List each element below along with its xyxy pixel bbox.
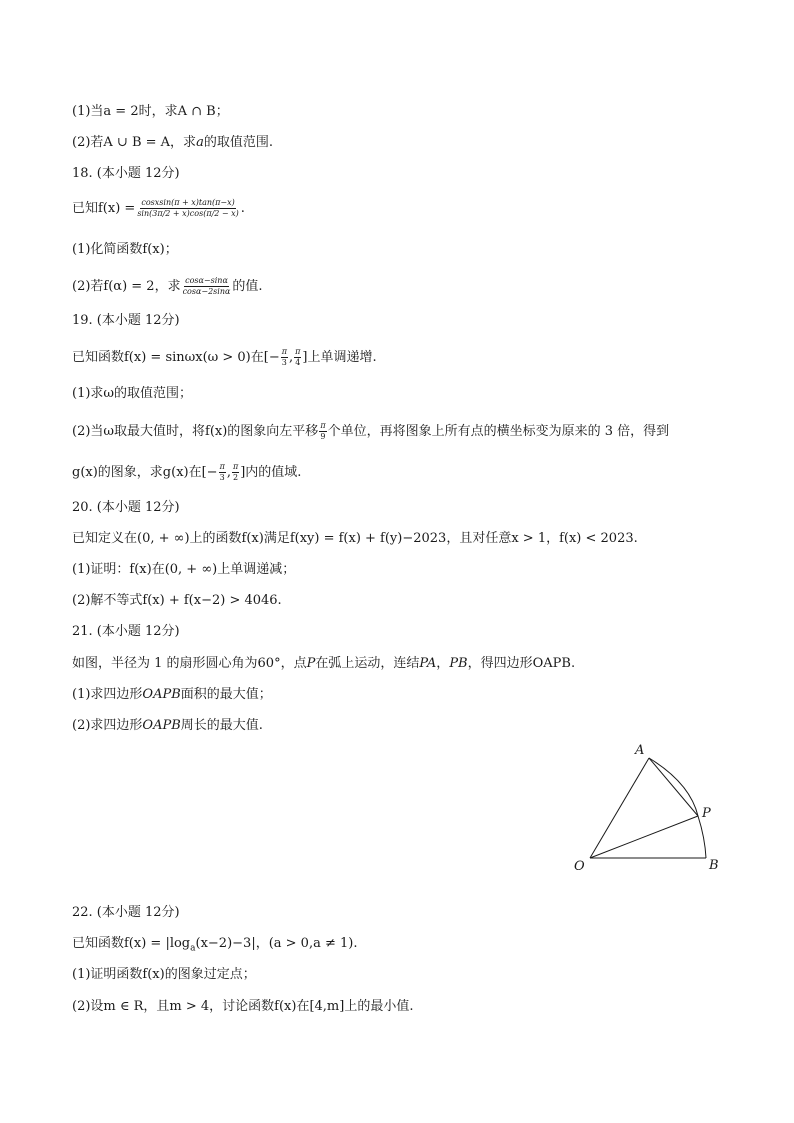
q20-header: 20. (本小题 12分)	[72, 500, 180, 515]
q19-given-pre: 已知函数f(x) = sinωx(ω > 0)在[−	[72, 350, 280, 365]
arc-PB	[698, 816, 706, 858]
label-O: O	[574, 859, 585, 874]
q18-given-numerator: cosxsin(π + x)tan(π−x)	[141, 198, 235, 207]
q19-given	[72, 347, 377, 368]
q21-part2	[72, 717, 263, 735]
q19-given-frac1-num: π	[281, 347, 287, 356]
segment-OP	[590, 816, 698, 858]
q21-given-PA: PA	[419, 656, 437, 671]
q22-given-pre: 已知函数f(x) = |log	[72, 936, 191, 951]
q19-part2-frac3	[232, 462, 239, 483]
q19-part2-pre: (2)当ω取最大值时，将f(x)的图象向左平移	[72, 424, 319, 439]
q19-part2-frac2	[219, 462, 226, 483]
sector-figure	[565, 738, 735, 878]
q19-part2-frac2-den: 3	[219, 473, 225, 482]
q19-part2-line2-pre: g(x)的图象，求g(x)在[−	[72, 465, 218, 480]
q21-given-b: 在弧上运动，连结	[315, 656, 420, 671]
q18-part2-post: 的值.	[232, 279, 263, 294]
q18-part2-numerator: cosα−sinα	[185, 276, 228, 285]
segment-OA	[590, 758, 649, 858]
q20-part1: (1)证明：f(x)在(0, + ∞)上单调递减；	[72, 562, 296, 577]
q21-given-a: 如图，半径为 1 的扇形圆心角为60°，点	[72, 656, 307, 671]
q19-part2-frac	[319, 421, 326, 442]
segment-PA	[649, 758, 698, 816]
q22-header: 22. (本小题 12分)	[72, 905, 180, 920]
q19-part2-frac3-den: 2	[233, 473, 239, 482]
q19-part2-line2-post: ]内的值域.	[240, 465, 302, 480]
q19-part2-frac3-num: π	[232, 462, 239, 471]
q19-given-frac1-den: 3	[281, 358, 287, 367]
q18-part1: (1)化简函数f(x)；	[72, 242, 178, 257]
q18-given-pre: 已知f(x) =	[72, 201, 136, 216]
q19-given-frac1	[281, 347, 288, 368]
q18-given	[72, 198, 245, 219]
q18-part2-pre: (2)若f(α) = 2，求	[72, 279, 181, 294]
q22-given-post: (x−2)−3|，(a > 0,a ≠ 1).	[195, 936, 358, 951]
q19-part2-frac-den: 9	[320, 432, 326, 441]
q21-part1	[72, 686, 272, 704]
label-B: B	[709, 858, 719, 873]
q22-given-sub: a	[190, 943, 196, 954]
q18-header: 18. (本小题 12分)	[72, 166, 180, 181]
q17-part2-var: a	[196, 135, 204, 150]
q19-part2-frac-num: π	[320, 421, 326, 430]
q17-part2-pre: (2)若A ∪ B = A，求	[72, 135, 197, 150]
q19-part2-frac2-num: π	[219, 462, 225, 471]
q19-given-frac2-den: 4	[295, 358, 301, 367]
q20-part2: (2)解不等式f(x) + f(x−2) > 4046.	[72, 593, 282, 608]
q19-given-frac2	[294, 347, 301, 368]
q19-header: 19. (本小题 12分)	[72, 313, 180, 328]
label-P: P	[702, 806, 711, 821]
q18-given-fraction	[136, 198, 239, 219]
q21-header: 21. (本小题 12分)	[72, 624, 180, 639]
q21-part2-b: 周长的最大值.	[180, 718, 263, 733]
q22-part2: (2)设m ∈ R，且m > 4，讨论函数f(x)在[4,m]上的最小值.	[72, 999, 414, 1014]
q18-part2-fraction	[182, 276, 232, 297]
q21-given	[72, 655, 575, 673]
q18-part2-denominator: cosα−2sinα	[182, 287, 231, 296]
q22-part1: (1)证明函数f(x)的图象过定点；	[72, 967, 256, 982]
q18-given-denominator: sin(3π/2 + x)cos(π/2 − x)	[137, 209, 239, 218]
q21-given-c: ，	[436, 656, 450, 671]
q17-part2	[72, 134, 273, 152]
q21-given-P: P	[306, 656, 316, 671]
q18-part2	[72, 276, 263, 297]
q19-part2-line1	[72, 421, 669, 442]
q17-part1: (1)当a = 2时，求A ∩ B；	[72, 104, 229, 119]
q19-given-post: ]上单调递增.	[302, 350, 377, 365]
q19-part2-sep: ,	[226, 465, 231, 480]
label-A: A	[635, 743, 645, 758]
q17-part2-post: 的取值范围.	[203, 135, 273, 150]
q19-given-sep: ,	[288, 350, 294, 365]
q20-given: 已知定义在(0, + ∞)上的函数f(x)满足f(xy) = f(x) + f(y)−2023，且对任意x > 1，f(x) < 2023.	[72, 531, 638, 546]
q21-part1-b: 面积的最大值；	[180, 687, 272, 702]
q21-part2-a: (2)求四边形	[72, 718, 143, 733]
q21-given-d: ，得四边形OAPB.	[467, 656, 576, 671]
q21-part1-var: OAPB	[142, 687, 181, 702]
q19-part2-post: 个单位，再将图象上所有点的横坐标变为原来的 3 倍，得到	[327, 424, 670, 439]
q18-given-post: .	[240, 201, 245, 216]
q19-part2-line2	[72, 462, 301, 483]
q19-part1: (1)求ω的取值范围；	[72, 386, 193, 401]
q22-given	[72, 935, 357, 958]
q21-part1-a: (1)求四边形	[72, 687, 143, 702]
q19-given-frac2-num: π	[295, 347, 301, 356]
q21-part2-var: OAPB	[142, 718, 181, 733]
q21-given-PB: PB	[449, 656, 468, 671]
